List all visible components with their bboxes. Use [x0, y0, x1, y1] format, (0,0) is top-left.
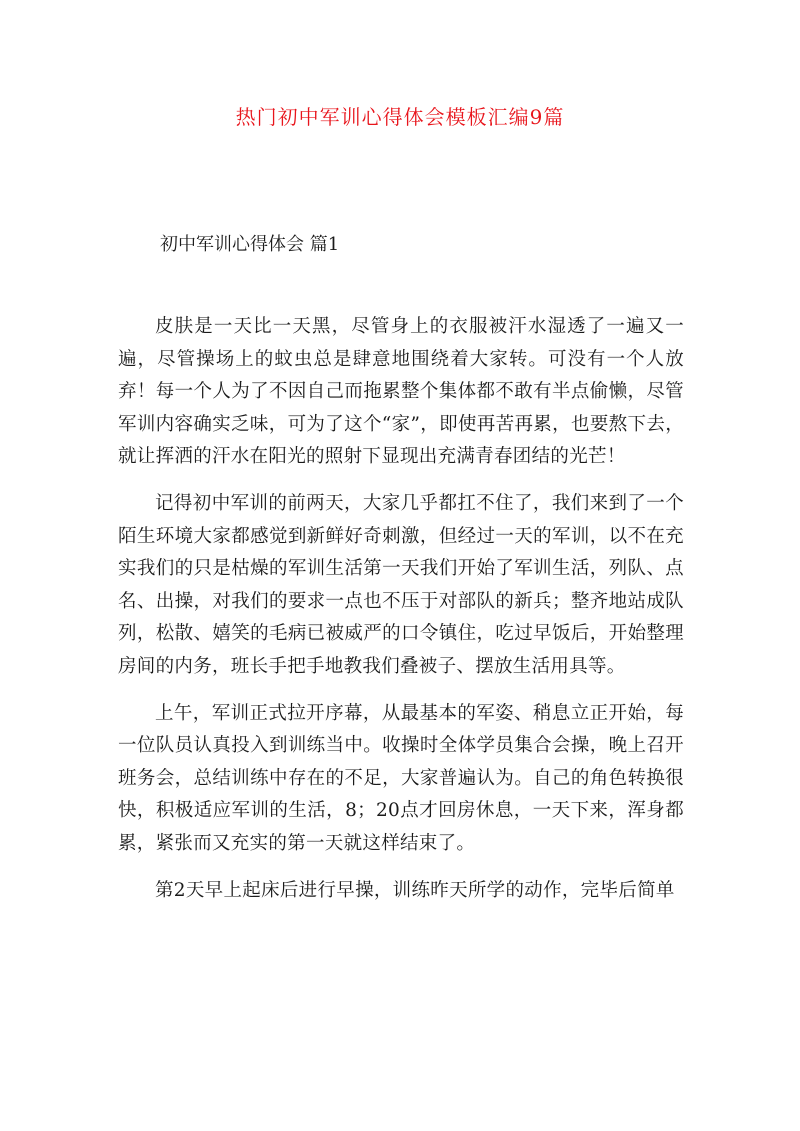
paragraph: 第2天早上起床后进行早操，训练昨天所学的动作，完毕后简单	[155, 879, 675, 901]
paragraph: 皮肤是一天比一天黑，尽管身上的衣服被汗水湿透了一遍又一遍，尽管操场上的蚊虫总是肆意地围绕着大家转。可没有一个人放弃！每一个人为了不因自己而拖累整个集体都不敢有半点偷懒，尽管军训内容确实乏味，可为了这个“家”，即使再苦再累，也要熬下去，就让挥洒的汗水在阳光的照射下显现出充满青春团结的光芒！	[118, 316, 684, 468]
document-title: 热门初中军训心得体会模板汇编9篇	[235, 105, 565, 129]
body-text	[118, 311, 684, 921]
paragraph: 记得初中军训的前两天，大家几乎都扛不住了，我们来到了一个陌生环境大家都感觉到新鲜好奇刺激，但经过一天的军训，以不在充实我们的只是枯燥的军训生活第一天我们开始了军训生活，列队、点名、出操，对我们的要求一点也不压于对部队的新兵；整齐地站成队列，松散、嬉笑的毛病已被威严的口令镇住，吃过早饭后，开始整理房间的内务，班长手把手地教我们叠被子、摆放生活用具等。	[118, 492, 684, 677]
paragraph: 上午，军训正式拉开序幕，从最基本的军姿、稍息立正开始，每一位队员认真投入到训练当中。收操时全体学员集合会操，晚上召开班务会，总结训练中存在的不足，大家普遍认为。自己的角色转换很快，积极适应军训的生活，8；20点才回房休息，一天下来，浑身都累，紧张而又充实的第一天就这样结束了。	[118, 702, 684, 854]
section-heading: 初中军训心得体会 篇1	[160, 234, 340, 255]
